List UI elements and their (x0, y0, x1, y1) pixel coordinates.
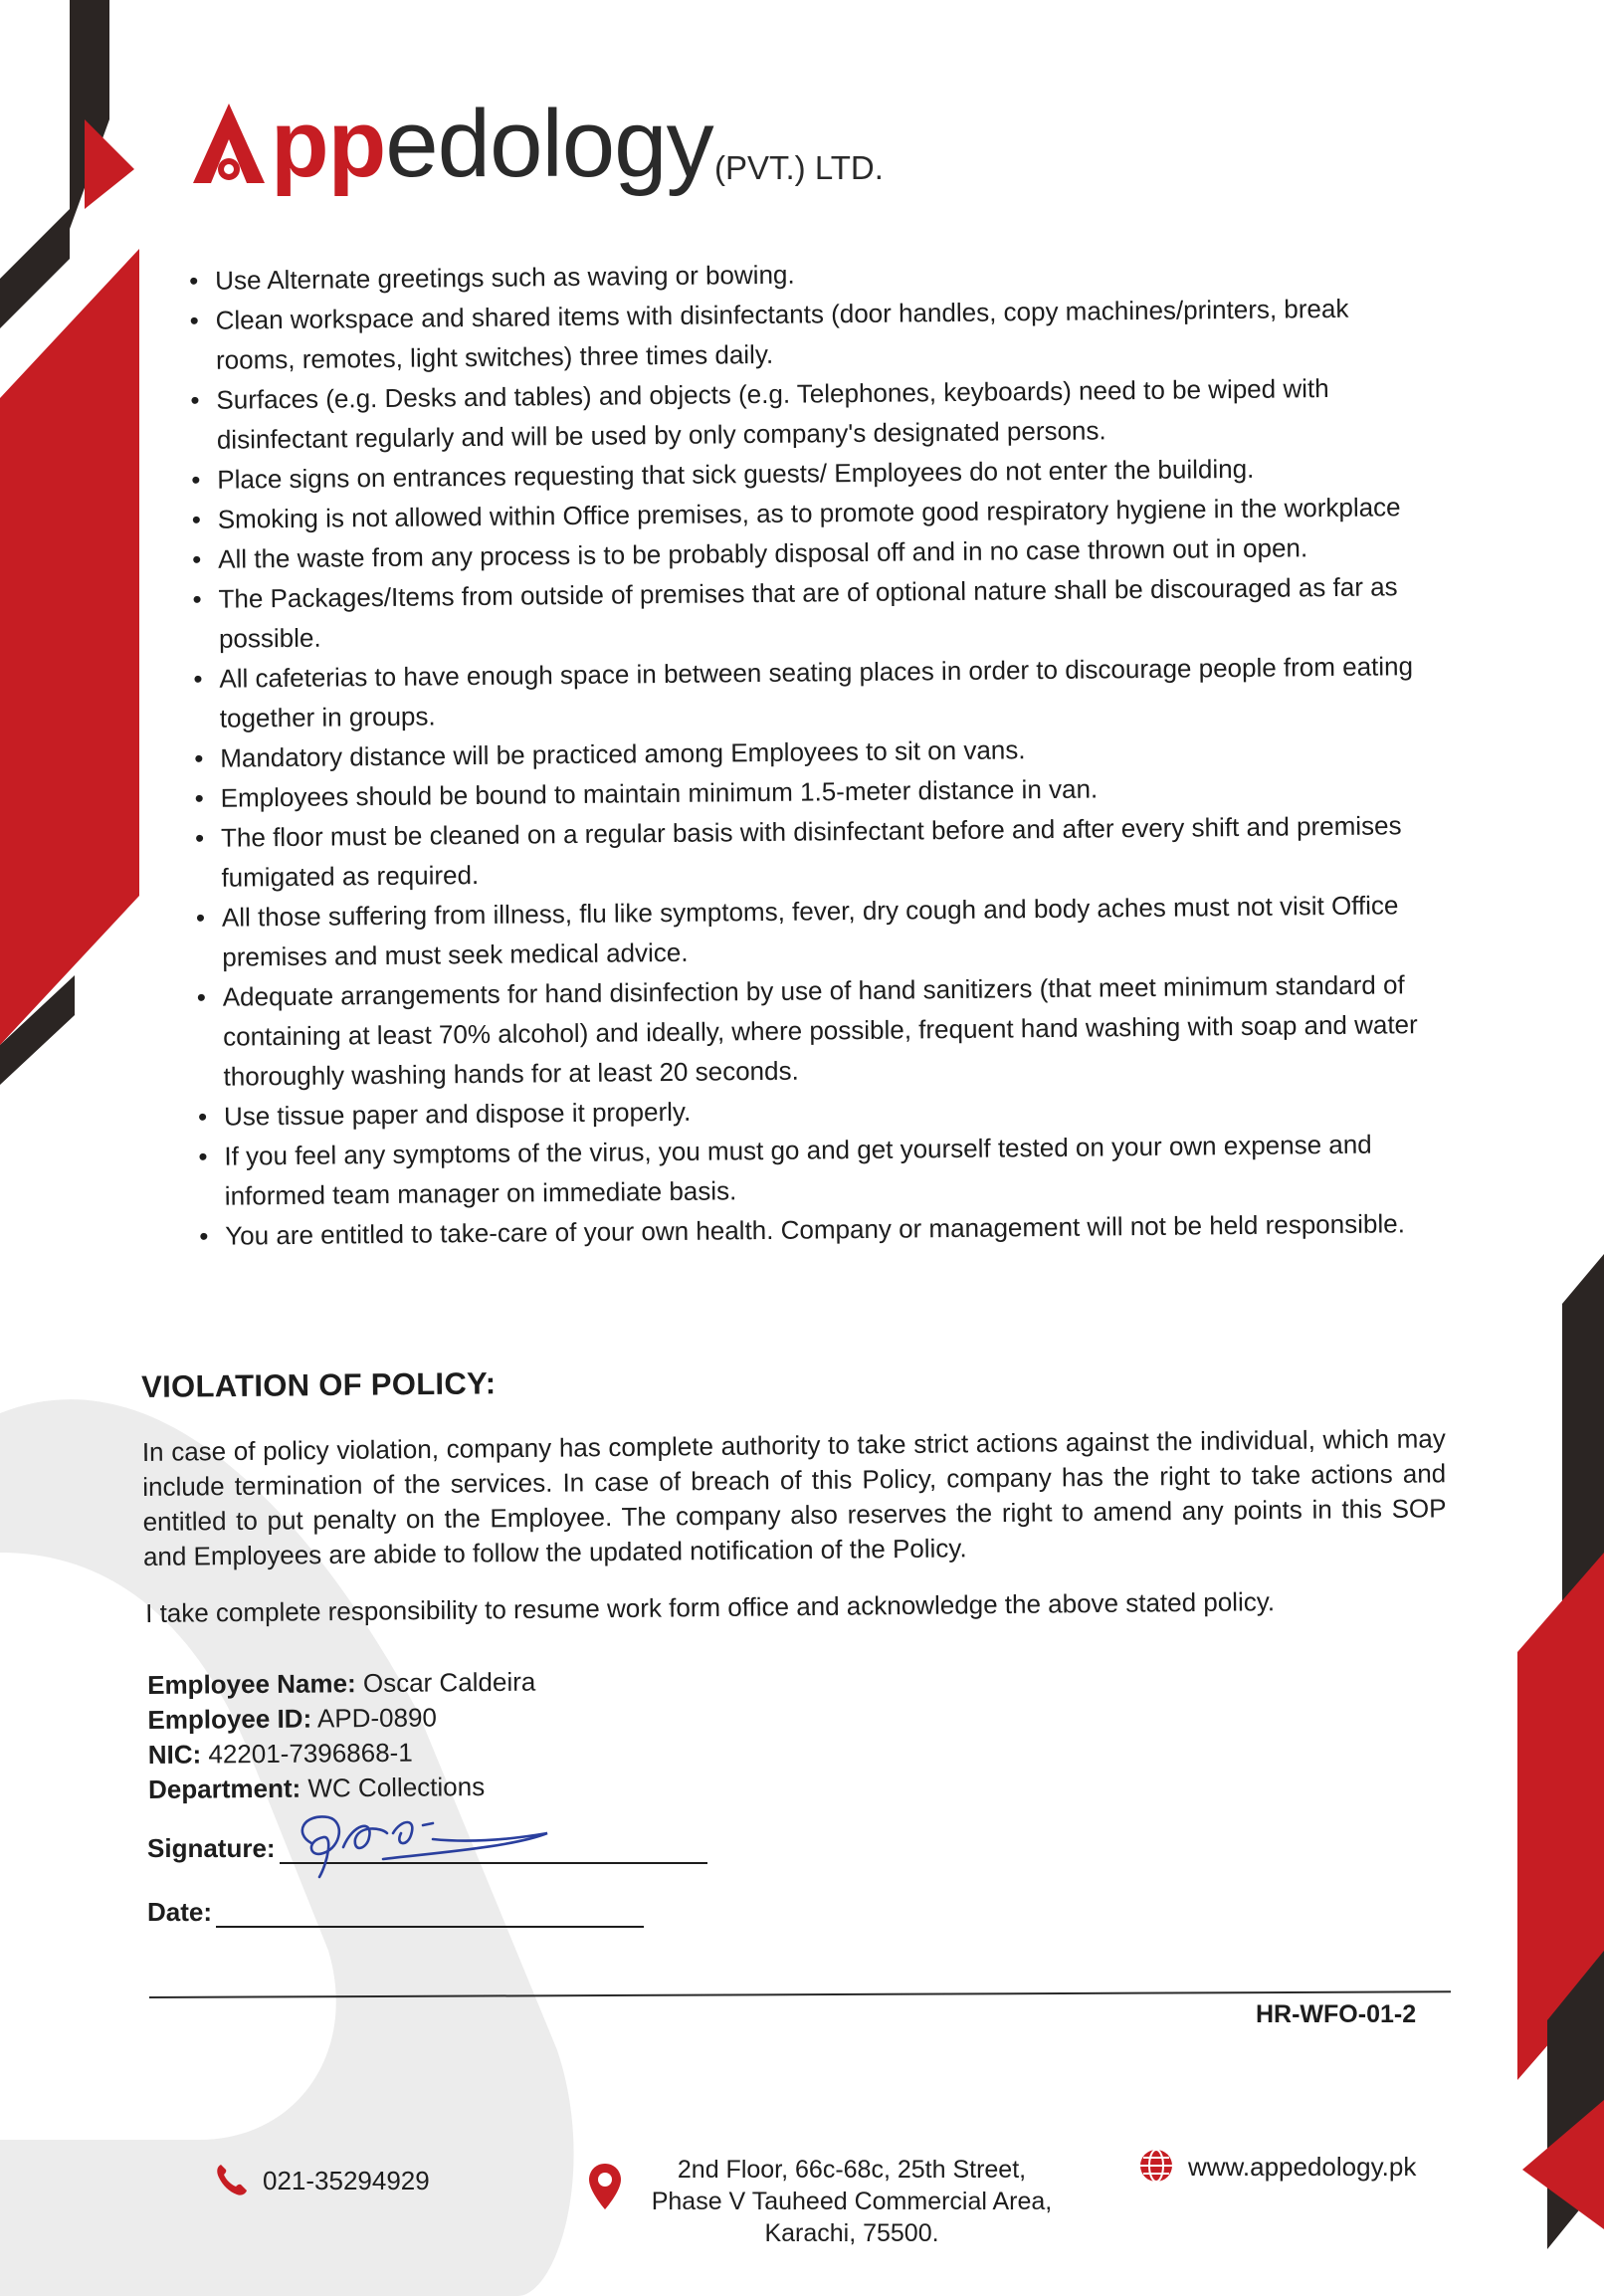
employee-details (147, 1662, 845, 1807)
date-line (216, 1900, 644, 1928)
list-item: • Use Alternate greetings such as waving or bowing. (189, 248, 1423, 301)
logo-wordmark: ppedology (271, 91, 713, 197)
left-red-arrow (85, 119, 134, 209)
signature-field: Signature: (147, 1833, 724, 1883)
footer-address (587, 2154, 1085, 2253)
employee-nic: 42201-7396868-1 (208, 1737, 413, 1770)
employee-id-row: Employee ID: APD-0890 (147, 1702, 438, 1735)
employee-name-row: Employee Name: Oscar Caldeira (147, 1666, 536, 1700)
employee-department: WC Collections (307, 1772, 486, 1803)
logo-mark-icon (189, 100, 269, 189)
phone-icon (213, 2162, 249, 2197)
policy-bullet-list (189, 248, 1433, 1256)
handwritten-signature (284, 1803, 552, 1883)
address-text: 2nd Floor, 66c-68c, 25th Street, Phase V Tauheed Commercial Area, Karachi, 75500. (651, 2156, 1053, 2247)
list-item: • Adequate arrangements for hand disinfection by use of hand sanitizers (that meet minimum standard of containing at least 70% alcohol) and ideally, where possible, frequent hand washing with soap and water thoroughly washing hands for at least 20 seconds. (197, 964, 1432, 1097)
globe-icon (1138, 2148, 1174, 2184)
date-field: Date: (147, 1897, 665, 1928)
list-item: • Use tissue paper and dispose it properly. (198, 1084, 1432, 1137)
left-red-bar (0, 249, 139, 1045)
list-item: • You are entitled to take-care of your own health. Company or management will not be held responsible. (199, 1203, 1433, 1256)
violation-section (141, 1356, 1447, 1574)
footer-phone (213, 2162, 511, 2201)
employee-department-row: Department: WC Collections (147, 1772, 486, 1804)
list-item: • Employees should be bound to maintain minimum 1.5-meter distance in van. (194, 765, 1428, 818)
violation-heading: VIOLATION OF POLICY: (141, 1365, 497, 1404)
list-item: • Surfaces (e.g. Desks and tables) and objects (e.g. Telephones, keyboards) need to be wiped with disinfectant regularly and will be used by only company's designated persons. (190, 367, 1425, 460)
location-pin-icon (587, 2162, 623, 2211)
left-dark-bar (0, 209, 70, 328)
website-link[interactable]: www.appedology.pk (1188, 2152, 1417, 2182)
document-code: HR-WFO-01-2 (1256, 2000, 1417, 2028)
list-item: • The Packages/Items from outside of premises that are of optional nature shall be discouraged as far as possible. (192, 566, 1427, 659)
employee-nic-row: NIC: 42201-7396868-1 (147, 1737, 413, 1770)
acknowledgement-text: I take complete responsibility to resume work form office and acknowledge the above stated policy. (145, 1586, 1276, 1628)
violation-body: In case of policy violation, company has complete authority to take strict actions against the individual, which may include termination of the services. In case of breach of this Policy, company has the right to take actions and entitled to put penalty on the Employee. The company also reserves the right to amend any points in this SOP and Employees are abide to follow the updated notification of the Policy. (141, 1423, 1447, 1571)
employee-name: Oscar Caldeira (362, 1666, 536, 1699)
list-item: • All the waste from any process is to be probably disposal off and in no case thrown out in open. (192, 526, 1426, 579)
list-item: • All cafeterias to have enough space in between seating places in order to discourage people from eating together in groups. (193, 646, 1428, 738)
employee-id: APD-0890 (316, 1702, 438, 1734)
list-item: • Clean workspace and shared items with disinfectants (door handles, copy machines/printers, break rooms, remotes, light switches) three times daily. (189, 288, 1424, 380)
footer-website (1138, 2148, 1477, 2188)
list-item: • The floor must be cleaned on a regular basis with disinfectant before and after every shift and premises fumigated as required. (195, 805, 1430, 898)
list-item: • Place signs on entrances requesting that sick guests/ Employees do not enter the building. (191, 447, 1425, 500)
list-item: • Smoking is not allowed within Office premises, as to promote good respiratory hygiene in the workplace (192, 487, 1426, 539)
list-item: • If you feel any symptoms of the virus, you must go and get yourself tested on your own expense and informed team manager on immediate basis. (198, 1124, 1433, 1216)
list-item: • Mandatory distance will be practiced among Employees to sit on vans. (194, 726, 1428, 778)
company-logo (189, 90, 945, 209)
phone-number: 021-35294929 (263, 2166, 430, 2195)
logo-suffix: (PVT.) LTD. (714, 149, 884, 186)
list-item: • All those suffering from illness, flu like symptoms, fever, dry cough and body aches must not visit Office premises and must seek medical advice. (196, 885, 1431, 977)
